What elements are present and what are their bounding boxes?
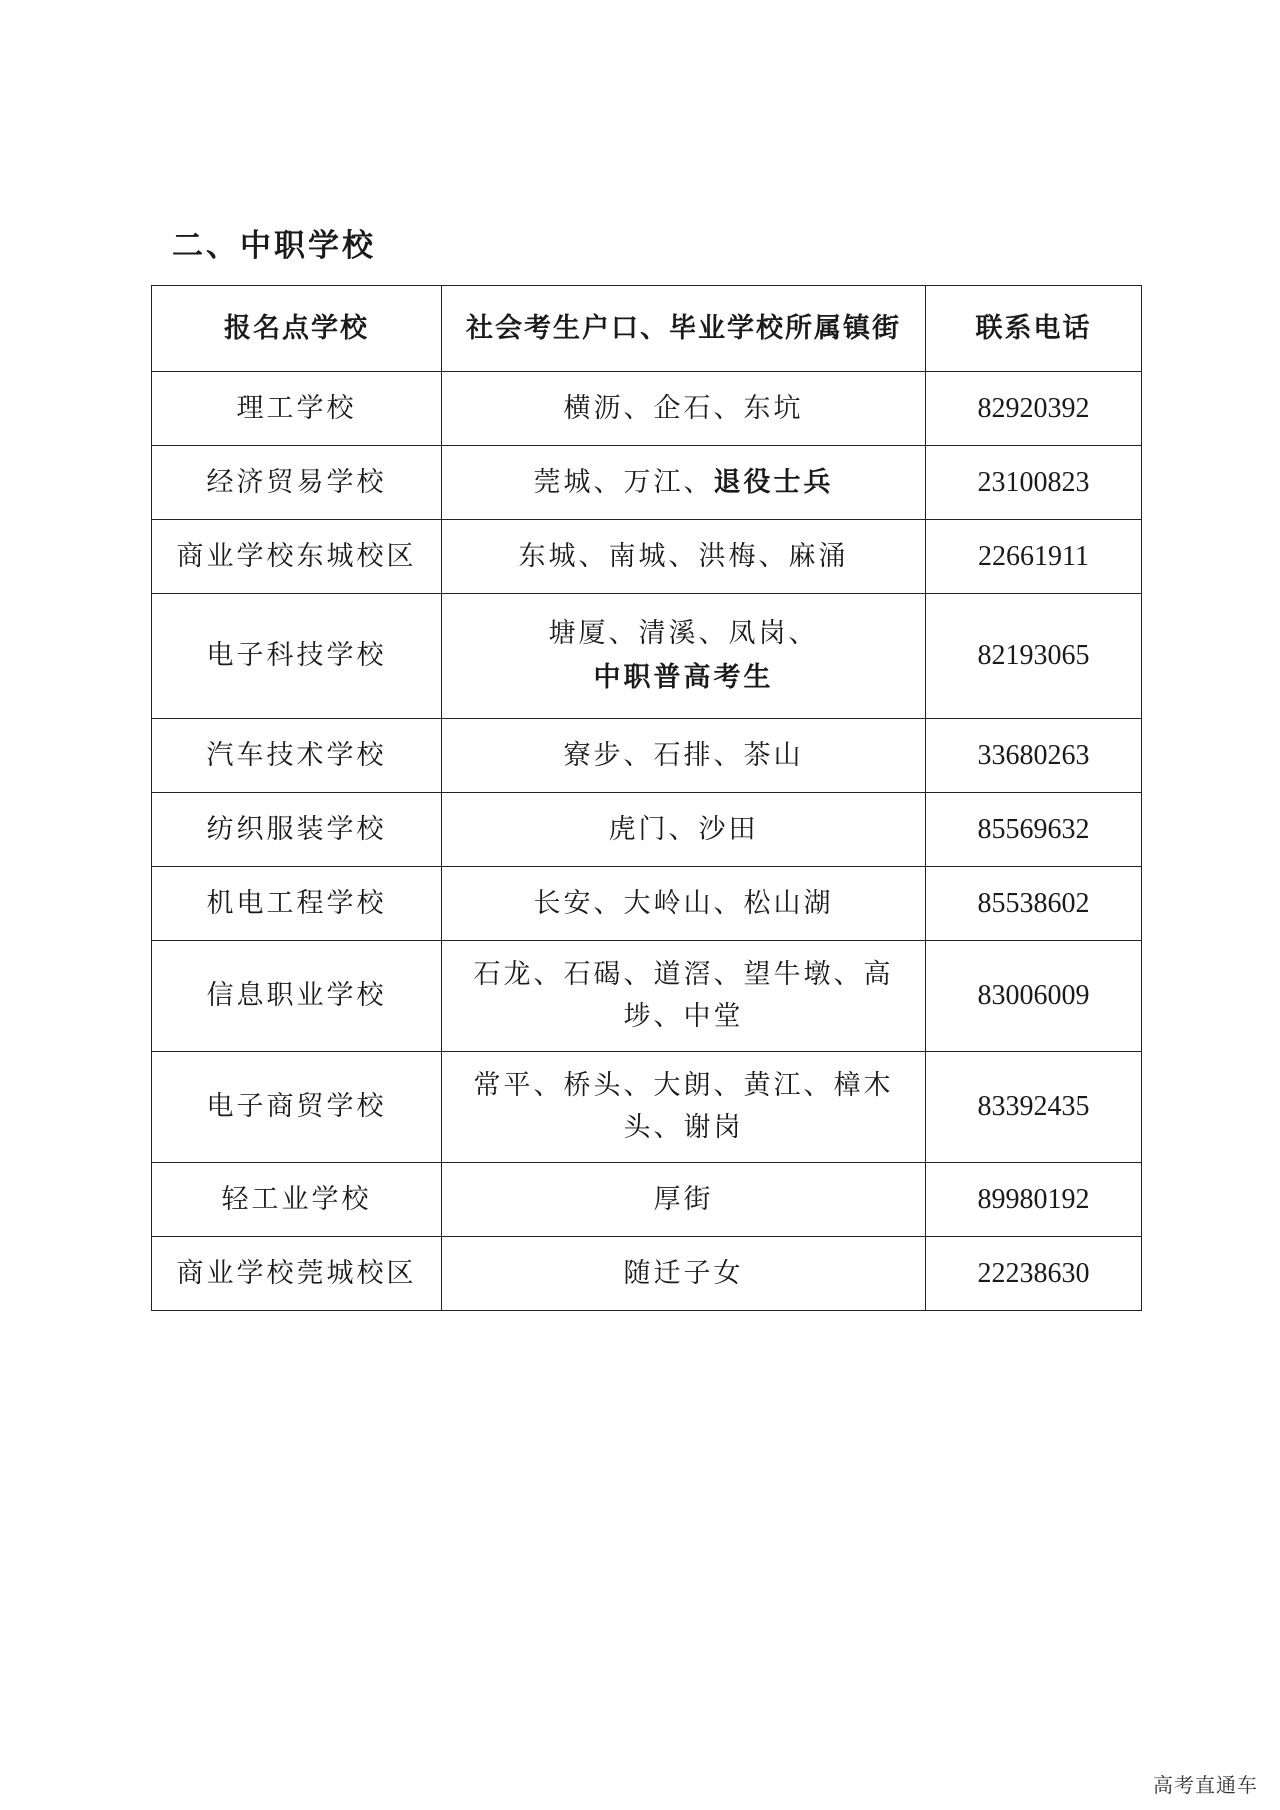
table-row <box>152 1163 1142 1237</box>
phone-cell: 85538602 <box>926 867 1142 941</box>
registration-table <box>151 285 1142 1311</box>
towns-cell <box>442 719 926 793</box>
towns-text: 横沥、企石、东坑 <box>563 392 804 424</box>
watermark: 高考直通车 <box>1153 1773 1258 1797</box>
section-heading: 二、中职学校 <box>172 228 376 264</box>
phone-cell: 83006009 <box>926 941 1142 1052</box>
towns-text: 塘厦、清溪、凤岗、 <box>548 618 819 649</box>
towns-cell <box>442 520 926 594</box>
table-row <box>152 520 1142 594</box>
school-cell: 商业学校东城校区 <box>152 520 442 594</box>
table-row <box>152 1237 1142 1311</box>
towns-cell <box>442 1163 926 1237</box>
towns-text: 寮步、石排、茶山 <box>563 739 804 771</box>
towns-cell <box>442 793 926 867</box>
school-cell: 电子科技学校 <box>152 594 442 719</box>
header-towns: 社会考生户口、毕业学校所属镇街 <box>442 286 926 372</box>
towns-text: 虎门、沙田 <box>608 813 759 845</box>
phone-cell: 82920392 <box>926 372 1142 446</box>
towns-cell <box>442 867 926 941</box>
towns-text: 莞城、万江、 <box>533 466 714 498</box>
school-cell: 轻工业学校 <box>152 1163 442 1237</box>
table-row <box>152 941 1142 1052</box>
table-row <box>152 719 1142 793</box>
table-row <box>152 793 1142 867</box>
header-phone: 联系电话 <box>926 286 1142 372</box>
phone-cell: 85569632 <box>926 793 1142 867</box>
towns-cell <box>442 1237 926 1311</box>
towns-bold-text: 退役士兵 <box>713 466 834 498</box>
phone-cell: 22238630 <box>926 1237 1142 1311</box>
table-row <box>152 372 1142 446</box>
phone-cell: 82193065 <box>926 594 1142 719</box>
table-header-row <box>152 286 1142 372</box>
towns-cell <box>442 1052 926 1163</box>
phone-cell: 22661911 <box>926 520 1142 594</box>
table-row <box>152 1052 1142 1163</box>
towns-cell <box>442 372 926 446</box>
table-row <box>152 446 1142 520</box>
table-row <box>152 867 1142 941</box>
phone-cell: 33680263 <box>926 719 1142 793</box>
towns-cell <box>442 446 926 520</box>
phone-cell: 83392435 <box>926 1052 1142 1163</box>
school-cell: 电子商贸学校 <box>152 1052 442 1163</box>
school-cell: 经济贸易学校 <box>152 446 442 520</box>
phone-cell: 23100823 <box>926 446 1142 520</box>
towns-text: 厚街 <box>653 1183 714 1215</box>
towns-cell <box>442 594 926 719</box>
school-cell: 纺织服装学校 <box>152 793 442 867</box>
table-row <box>152 594 1142 719</box>
towns-text: 长安、大岭山、松山湖 <box>533 887 834 919</box>
header-school: 报名点学校 <box>152 286 442 372</box>
school-cell: 汽车技术学校 <box>152 719 442 793</box>
towns-text: 常平、桥头、大朗、黄江、樟木头、谢岗 <box>473 1070 894 1143</box>
school-cell: 信息职业学校 <box>152 941 442 1052</box>
school-cell: 机电工程学校 <box>152 867 442 941</box>
towns-text: 东城、南城、洪梅、麻涌 <box>518 540 849 572</box>
school-cell: 商业学校莞城校区 <box>152 1237 442 1311</box>
towns-cell <box>442 941 926 1052</box>
phone-cell: 89980192 <box>926 1163 1142 1237</box>
towns-text: 随迁子女 <box>623 1257 744 1289</box>
towns-text: 石龙、石碣、道滘、望牛墩、高埗、中堂 <box>473 959 894 1032</box>
towns-bold-text: 中职普高考生 <box>593 662 774 693</box>
school-cell: 理工学校 <box>152 372 442 446</box>
